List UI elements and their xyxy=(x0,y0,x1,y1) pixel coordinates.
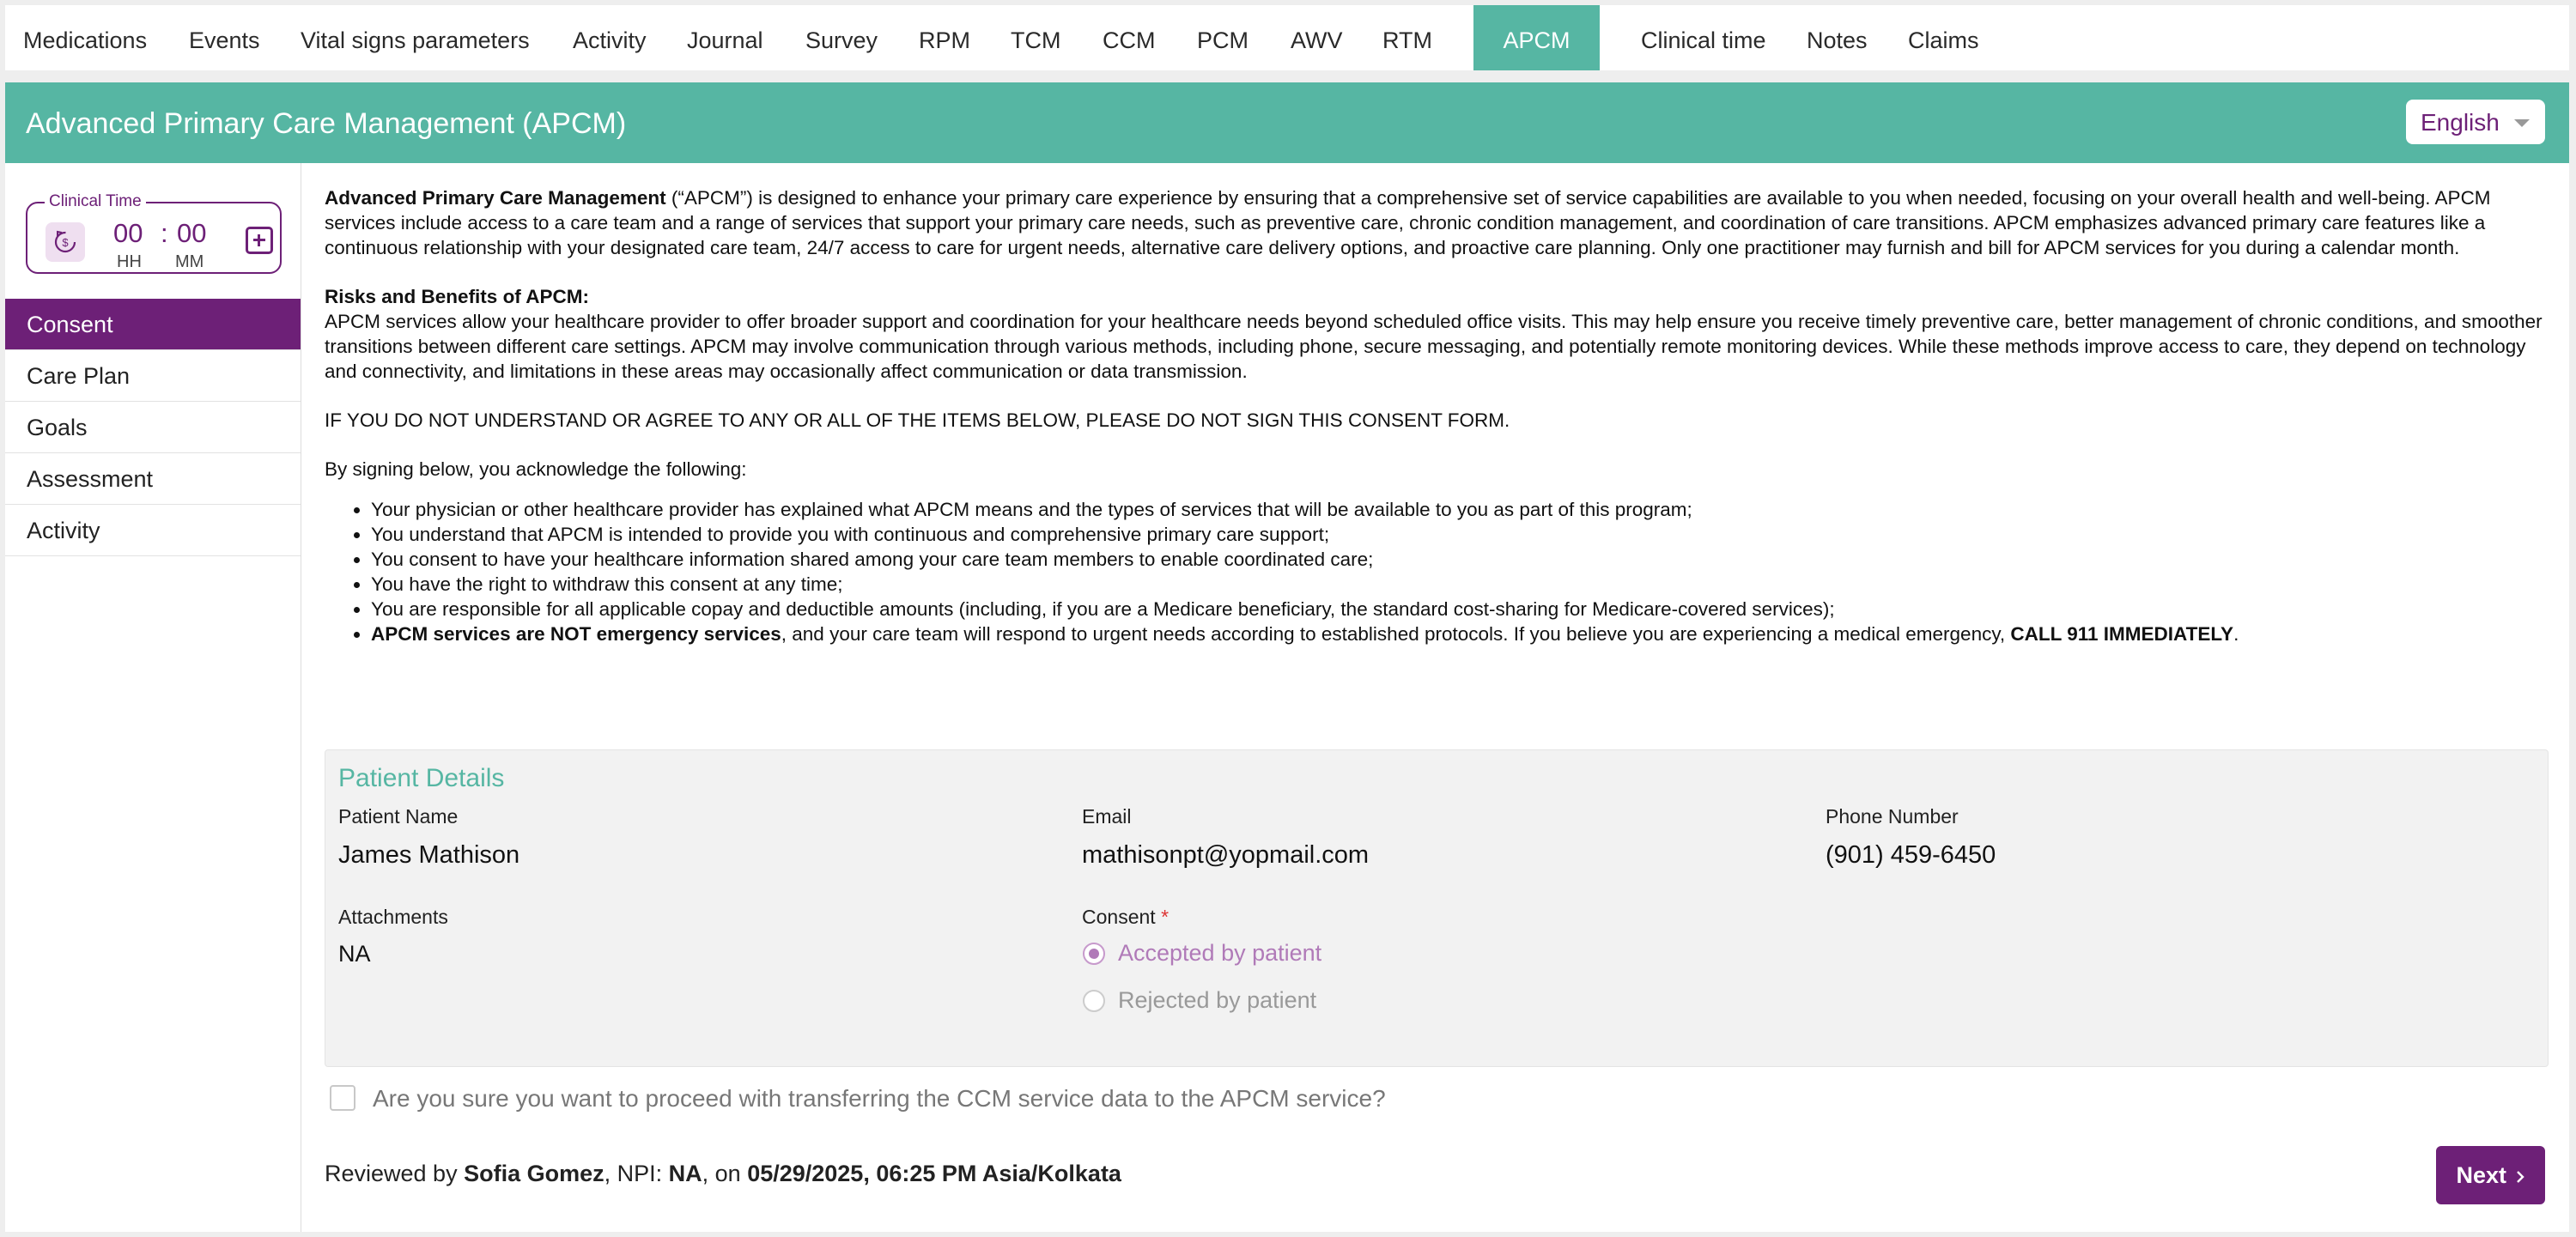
radio-accepted-label[interactable]: Accepted by patient xyxy=(1118,940,1322,966)
tab-pcm[interactable]: PCM xyxy=(1197,27,1249,53)
call-911-bold: CALL 911 IMMEDIATELY xyxy=(2010,623,2234,645)
transfer-confirm-label[interactable]: Are you sure you want to proceed with transferring the CCM service data to the APCM service? xyxy=(373,1085,1386,1112)
on-prefix: , on xyxy=(702,1161,748,1186)
acknowledge-text: By signing below, you acknowledge the following: xyxy=(325,458,747,480)
sidebar-nav xyxy=(5,299,301,556)
phone-value: (901) 459-6450 xyxy=(1826,841,1996,869)
npi-prefix: , NPI: xyxy=(604,1161,669,1186)
tab-activity[interactable]: Activity xyxy=(573,27,647,53)
clinical-time-minutes: 00 xyxy=(177,218,207,248)
list-item: • Your physician or other healthcare provider has explained what APCM means and the types of services that will be available to you as part of this program; xyxy=(371,497,2549,522)
list-item: • You consent to have your healthcare information shared among your care team members to enable coordinated care; xyxy=(371,547,2549,572)
sidebar xyxy=(5,163,301,1232)
list-item: • You understand that APCM is intended to provide you with continuous and comprehensive primary care support; xyxy=(371,522,2549,547)
consent-warning: IF YOU DO NOT UNDERSTAND OR AGREE TO ANY OR ALL OF THE ITEMS BELOW, PLEASE DO NOT SIGN THIS CONSENT FORM. xyxy=(325,409,1510,431)
next-button[interactable] xyxy=(2436,1146,2545,1204)
risks-heading xyxy=(325,284,2549,309)
page-title: Advanced Primary Care Management (APCM) xyxy=(26,107,627,140)
list-item xyxy=(371,622,2549,646)
language-select[interactable] xyxy=(2406,100,2545,144)
reviewer-name: Sofia Gomez xyxy=(464,1161,605,1186)
patient-name-value: James Mathison xyxy=(338,841,520,869)
consent-label-text: Consent xyxy=(1082,906,1156,928)
emergency-bold: APCM services are NOT emergency services xyxy=(371,623,781,645)
emergency-text: , and your care team will respond to urgent needs according to established protocols. If you believe you are experiencing a medical emergency, xyxy=(781,623,2011,645)
clinical-time-minutes-unit: MM xyxy=(175,252,204,271)
sidebar-item-care-plan[interactable]: Care Plan xyxy=(5,350,301,402)
clinical-time-hours: 00 xyxy=(113,218,143,248)
tab-notes[interactable]: Notes xyxy=(1807,27,1868,53)
tab-ccm[interactable]: CCM xyxy=(1103,27,1156,53)
clinical-time-legend: Clinical Time xyxy=(45,192,146,211)
consent-document xyxy=(325,185,2549,646)
timer-icon[interactable] xyxy=(46,222,85,262)
attachments-value: NA xyxy=(338,941,371,967)
consent-intro-text: (“APCM”) is designed to enhance your primary care experience by ensuring that a comprehensive set of service capabilities are available to you when needed, focusing on your overall health and well-being. APCM services include access to a care team and a range of services that support your primary care needs, such as preventive care, chronic condition management, and coordination of care transitions. APCM emphasizes advanced primary care features like a continuous relationship with your designated care team, 24/7 access to care for urgent needs, alternative care delivery options, and proactive care planning. Only one practitioner may furnish and bill for APCM services for you during a calendar month. xyxy=(325,187,2491,258)
page-header xyxy=(5,82,2569,163)
patient-details-card xyxy=(325,749,2549,1067)
clinical-time-hours-unit: HH xyxy=(117,252,142,271)
reviewed-by xyxy=(325,1161,1121,1186)
tab-medications[interactable]: Medications xyxy=(23,27,148,53)
chevron-down-icon xyxy=(2514,119,2530,127)
tab-survey[interactable]: Survey xyxy=(805,27,878,53)
acknowledgement-list xyxy=(371,497,2549,646)
patient-name-label: Patient Name xyxy=(338,805,459,828)
review-datetime: 05/29/2025, 06:25 PM Asia/Kolkata xyxy=(747,1161,1121,1186)
npi-value: NA xyxy=(668,1161,702,1186)
sidebar-item-goals[interactable]: Goals xyxy=(5,402,301,453)
tab-rpm[interactable]: RPM xyxy=(919,27,970,53)
transfer-confirm-checkbox[interactable] xyxy=(330,1085,355,1111)
sidebar-item-activity[interactable]: Activity xyxy=(5,505,301,556)
tab-rtm[interactable]: RTM xyxy=(1382,27,1432,53)
attachments-label: Attachments xyxy=(338,906,448,928)
email-label: Email xyxy=(1082,805,1132,828)
reviewed-prefix: Reviewed by xyxy=(325,1161,465,1186)
list-item: • You have the right to withdraw this consent at any time; xyxy=(371,572,2549,597)
sidebar-item-assessment[interactable]: Assessment xyxy=(5,453,301,505)
tab-apcm[interactable]: APCM xyxy=(1473,5,1600,70)
consent-intro xyxy=(325,185,2549,260)
svg-text:$: $ xyxy=(62,236,69,249)
top-nav xyxy=(5,5,2569,70)
main-content xyxy=(301,163,2569,1232)
sidebar-item-consent[interactable]: Consent xyxy=(5,299,301,350)
clinical-time-separator: : xyxy=(161,218,168,248)
tab-tcm[interactable]: TCM xyxy=(1011,27,1061,53)
tab-clinical-time[interactable]: Clinical time xyxy=(1641,27,1766,53)
tab-claims[interactable]: Claims xyxy=(1908,27,1979,53)
radio-accepted[interactable] xyxy=(1083,943,1105,965)
radio-rejected-label[interactable]: Rejected by patient xyxy=(1118,987,1317,1013)
add-time-icon[interactable] xyxy=(246,227,273,254)
tab-journal[interactable]: Journal xyxy=(687,27,763,53)
tab-awv[interactable]: AWV xyxy=(1291,27,1343,53)
consent-label xyxy=(1082,906,1169,928)
language-select-value: English xyxy=(2421,109,2500,136)
next-button-label: Next xyxy=(2456,1162,2506,1188)
emergency-end: . xyxy=(2233,623,2239,645)
clinical-time-widget xyxy=(26,192,282,274)
risks-body: APCM services allow your healthcare provider to offer broader support and coordination for your healthcare needs beyond scheduled office visits. This may help ensure you receive timely preventive care, better management of chronic conditions, and smoother transitions between different care settings. APCM may involve communication through various methods, including phone, secure messaging, and potentially remote monitoring devices. While these methods improve access to care, they depend on technology and connectivity, and limitations in these areas may occasionally affect communication or data transmission. xyxy=(325,311,2543,382)
risks-heading-text: Risks and Benefits of APCM: xyxy=(325,286,589,307)
consent-intro-bold: Advanced Primary Care Management xyxy=(325,187,666,209)
required-marker: * xyxy=(1161,906,1170,928)
tab-vital-signs-parameters[interactable]: Vital signs parameters xyxy=(301,27,530,53)
list-item: • You are responsible for all applicable copay and deductible amounts (including, if you are a Medicare beneficiary, the standard cost-sharing for Medicare-covered services); xyxy=(371,597,2549,622)
chevron-right-icon xyxy=(2515,1170,2525,1184)
email-value: mathisonpt@yopmail.com xyxy=(1082,841,1370,869)
tab-events[interactable]: Events xyxy=(189,27,260,53)
phone-label: Phone Number xyxy=(1826,805,1959,828)
radio-rejected[interactable] xyxy=(1083,990,1105,1012)
patient-details-heading: Patient Details xyxy=(338,764,505,792)
